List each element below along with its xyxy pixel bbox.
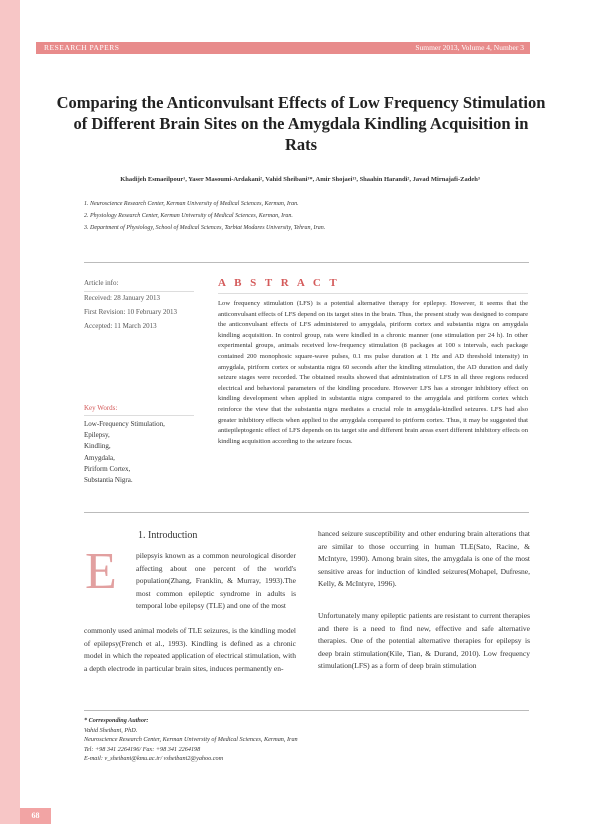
divider <box>218 293 528 294</box>
divider <box>84 262 529 263</box>
left-margin-bar <box>0 0 20 824</box>
affiliation-2: 2. Physiology Research Center, Kerman University of Medical Sciences, Kerman, Iran. <box>84 213 293 219</box>
intro-col2-part1: hanced seizure susceptibility and other enduring brain alterations that are similar to those occurring in human TLE(Sato, Racine, & McIntyre, 1990). Among brain sites, the amygdala is one of the most sensitive areas for induction of kindled seizures(Mohapel, Dufresne, Kelly, & McIntyre, 1996). <box>318 529 530 588</box>
intro-col1-part1: pilepsyis known as a common neurological disorder affecting about one percent of the world's population(Zhang, Franklin, & Murray, 1993).The most common epileptic syndrome in adults is temporal lobe epilepsy (TLE) and one of the most <box>136 551 296 610</box>
keyword-list <box>84 419 165 486</box>
article-info-label: Article info: <box>84 279 119 287</box>
page-number: 68 <box>20 808 51 824</box>
intro-col2-part2: Unfortunately many epileptic patients are resistant to current therapies and there is a need to find new, effective and safe alternative therapies. One of the potential alternative therapies for epilepsy is deep brain stimulation(Kile, Tian, & Durand, 2010). Low frequency stimulation(LFS) as a form of deep brain stimulation <box>318 611 530 670</box>
received-date: Received: 28 January 2013 <box>84 294 161 302</box>
corresponding-email: E-mail: v_sheibani@kmu.ac.ir/ vsheibani2@yahoo.com <box>84 755 224 763</box>
keywords-label: Key Words: <box>84 404 118 412</box>
paper-title: Comparing the Anticonvulsant Effects of Low Frequency Stimulation of Different Brain Sites on the Amygdala Kindling Acquisition in Rats <box>56 93 546 154</box>
abstract-text: Low frequency stimulation (LFS) is a potential alternative therapy for epilepsy. However, it seems that the anticonvulsant effects of LFS depend on its target sites in the brain. Thus, the present study was designed to compare the anticonvulsant effects of LFS administered to amygdala, piriform cortex and substantia nigra on amygdala kindling acquisition. In control group, rats were kindled in a chronic manner (one stimulation per 24 h). In other experimental groups, animals received low-frequency stimulation (8 packages at 100 s intervals, each package contained 200 monophosic square-wave pulses, 0.1 ms pulse duration at 1 Hz and AD threshold intensity) in amygdala, piriform cortex or substantia nigra 60 seconds after the kindling stimulation, the AD duration and daily seizure stages were recorded. The obtained results showed that administration of LFS in all three regions reduced electrical and behavioral parameters of the kindling procedure. However LFS has a stronger inhibitory effect on kindling development when applied in substantia nigra compared to the amygdala and piriform cortex which reinforce the view that the substantia nigra mediates a crucial role in amygdala-kindled seizures. LFS had also greater inhibitory effects when applied to the amygdala compared to piriform cortex. Thus, it may be suggested that antiepileptogenic effect of LFS depends on its target site and different brain areas exert different inhibitory effects on kindling acquisition according to the seizure focus. <box>218 300 528 445</box>
keyword: Epilepsy, <box>84 431 110 440</box>
author-list: Khadijeh Esmaeilpour¹, Yaser Masoumi-Ardakani², Vahid Sheibani¹*, Amir Shojaei¹³, Shaahin Harandi², Javad Mirnajafi-Zadeh³ <box>120 176 480 183</box>
corresponding-phone: Tel: +98 341 2264196/ Fax: +98 341 2264198 <box>84 745 201 753</box>
divider <box>84 415 194 416</box>
section-label: RESEARCH PAPERS <box>44 43 120 52</box>
abstract-heading: A B S T R A C T <box>218 277 340 289</box>
divider <box>84 710 529 711</box>
drop-cap: E <box>85 543 117 600</box>
keyword: Substantia Nigra. <box>84 476 133 485</box>
accepted-date: Accepted: 11 March 2013 <box>84 322 157 330</box>
keyword: Amygdala, <box>84 453 115 462</box>
revision-date: First Revision: 10 February 2013 <box>84 308 177 316</box>
keyword: Piriform Cortex, <box>84 464 131 473</box>
issue-label: Summer 2013, Volume 4, Number 3 <box>415 43 524 52</box>
keyword: Low-Frequency Stimulation, <box>84 420 165 428</box>
divider <box>84 512 529 513</box>
section-heading-introduction: 1. Introduction <box>138 530 198 541</box>
divider <box>84 291 194 292</box>
intro-col1-part2: commonly used animal models of TLE seizures, is the kindling model of epilepsy(French et al., 1993). Kindling is defined as a chronic model in which the repeated application of electrical stimulation, with a depth electrode in particular brain sites, induces permanently en- <box>84 626 296 673</box>
corresponding-label: * Corresponding Author: <box>84 717 149 724</box>
corresponding-author <box>84 716 484 764</box>
affiliation-1: 1. Neuroscience Research Center, Kerman University of Medical Sciences, Kerman, Iran. <box>84 201 299 207</box>
keyword: Kindling, <box>84 442 111 451</box>
journal-header-bar <box>36 42 530 54</box>
corresponding-address: Neuroscience Research Center, Kerman University of Medical Sciences, Kerman, Iran <box>84 736 298 744</box>
corresponding-name: Vahid Sheibani, PhD. <box>84 726 138 734</box>
affiliation-3: 3. Department of Physiology, School of Medical Sciences, Tarbiat Modares University, Tehran, Iran. <box>84 225 326 231</box>
